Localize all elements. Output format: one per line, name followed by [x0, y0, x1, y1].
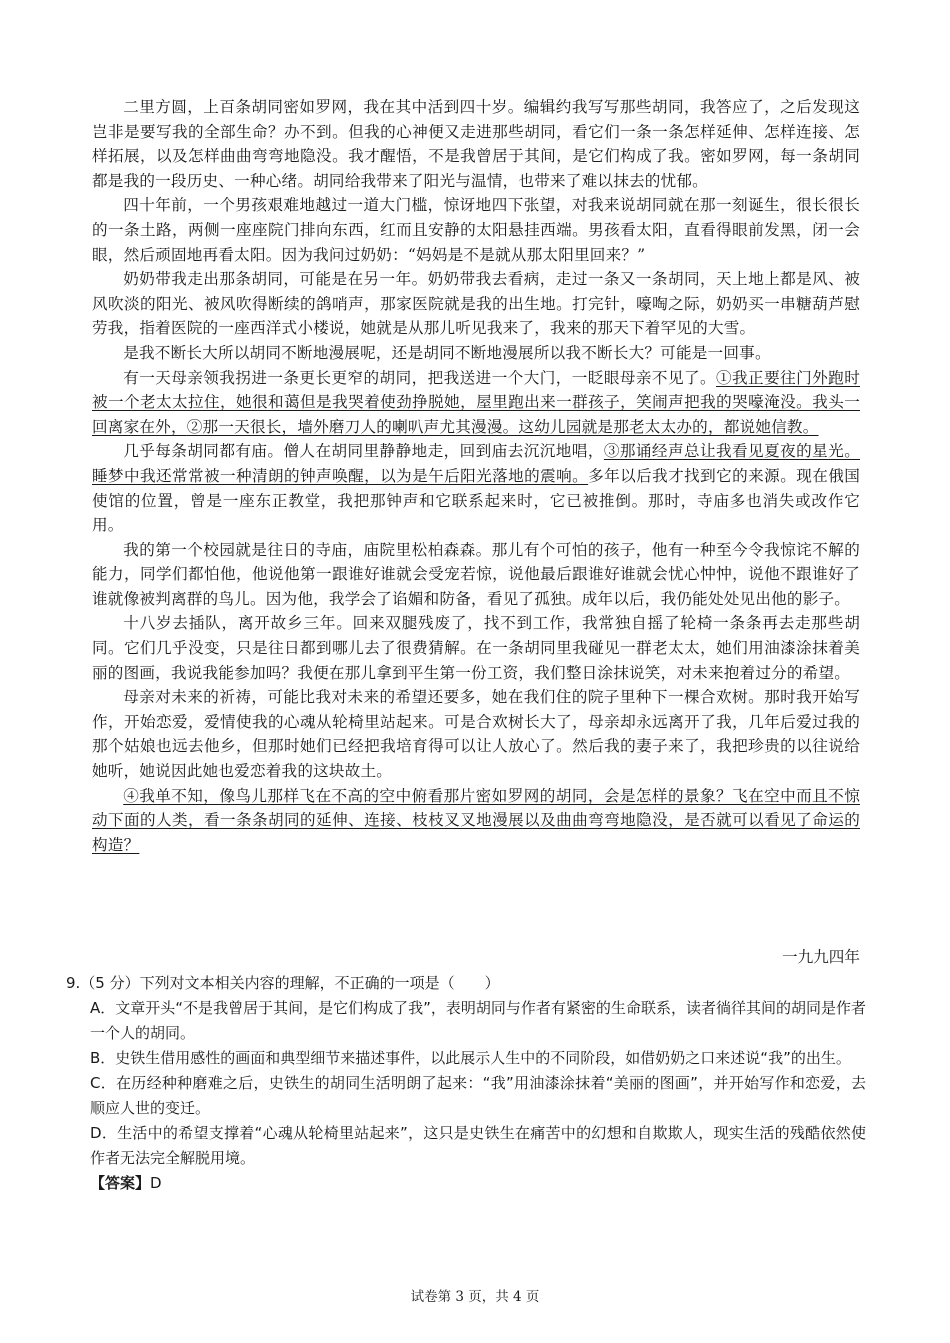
underlined-sentence-1: ①我正要往门外跑时被一个老太太拉住，她很和蔼但是我哭着使劲挣脱她，屋里跑出来一群孩子，笑闹声把我的哭嚎淹没。我头一回离家在外，: [92, 368, 860, 436]
paragraph-6-text-end: 多年以后我才找到它的来源。现在俄国使馆的位置，曾是一座东正教堂，我把那钟声和它联系起来时，它已被推倒。那时，寺庙多也消失或改作它用。: [92, 466, 861, 535]
option-a: A．文章开头“不是我曾居于其间，是它们构成了我”，表明胡同与作者有紧密的生命联系，读者徜徉其间的胡同是作者一个人的胡同。: [90, 999, 866, 1042]
answer-line: [66, 1171, 866, 1196]
paragraph-8: 十八岁去插队，离开故乡三年。回来双腿残废了，找不到工作，我常独自摇了轮椅一条条再去走那些胡同。它们几乎没变，只是往日都到哪儿去了很费猜解。在一条胡同里我碰见一群老太太，她们用油漆涂抹着美丽的图画，我说我能参加吗？我便在那儿拿到平生第一份工资，我们整日涂抹说笑，对未来抱着过分的希望。: [92, 614, 860, 682]
paragraph-6-text: 几乎每条胡同都有庙。僧人在胡同里静静地走，回到庙去沉沉地唱，: [123, 442, 604, 461]
option-d: D．生活中的希望支撑着“心魂从轮椅里站起来”，这只是史铁生在痛苦中的幻想和自欺欺人，现实生活的残酷依然使作者无法完全解脱用境。: [90, 1124, 866, 1167]
underlined-sentence-4: ④我单不知，像鸟儿那样飞在不高的空中俯看那片密如罗网的胡同，会是怎样的景象？飞在空中而且不惊动下面的人类，看一条条胡同的延伸、连接、枝枝叉叉地漫展以及曲曲弯弯地隐没，是否就可以看见了命运的构造？: [92, 786, 860, 854]
paragraph-3: 奶奶带我走出那条胡同，可能是在另一年。奶奶带我去看病，走过一条又一条胡同，天上地上都是风、被风吹淡的阳光、被风吹得断续的鸽哨声，那家医院就是我的出生地。打完针，嚎啕之际，奶奶买一串糖葫芦慰劳我，指着医院的一座西洋式小楼说，她就是从那儿听见我来了，我来的那天下着罕见的大雪。: [92, 270, 860, 338]
paragraph-9: 母亲对未来的祈祷，可能比我对未来的希望还要多，她在我们住的院子里种下一棵合欢树。那时我开始写作，开始恋爱，爱情使我的心魂从轮椅里站起来。可是合欢树长大了，母亲却永远离开了我，几年后爱过我的那个姑娘也远去他乡，但那时她们已经把我培育得可以让人放心了。然后我的妻子来了，我把珍贵的以往说给她听，她说因此她也爱恋着我的这块故土。: [92, 688, 860, 781]
paragraph-5-text: 有一天母亲领我拐进一条更长更窄的胡同，把我送进一个大门，一眨眼母亲不见了。: [123, 368, 717, 387]
option-c: C．在历经种种磨难之后，史铁生的胡同生活明朗了起来：“我”用油漆涂抹着“美丽的图画”，并开始写作和恋爱，去顺应人世的变迁。: [90, 1074, 866, 1117]
paragraph-10: [92, 784, 860, 858]
option-b: B．史铁生借用感性的画面和典型细节来描述事件，以此展示人生中的不同阶段，如借奶奶之口来述说“我”的出生。: [90, 1049, 851, 1067]
paragraph-1: 二里方圆，上百条胡同密如罗网，我在其中活到四十岁。编辑约我写写那些胡同，我答应了，之后发现这岂非是要写我的全部生命？办不到。但我的心神便又走进那些胡同，看它们一条一条怎样延伸、怎样连接、怎样拓展，以及怎样曲曲弯弯地隐没。我才醒悟，不是我曾居于其间，是它们构成了我。密如罗网，每一条胡同都是我的一段历史、一种心绪。胡同给我带来了阳光与温情，也带来了难以抹去的忧郁。: [92, 98, 860, 190]
question-stem: 9.（5 分）下列对文本相关内容的理解，不正确的一项是（ ）: [66, 974, 500, 992]
page-footer: 试卷第 3 页，共 4 页: [410, 1289, 540, 1305]
paragraph-4: 是我不断长大所以胡同不断地漫展呢，还是胡同不断地漫展所以我不断长大？可能是一回事。: [123, 343, 771, 362]
paragraph-7: 我的第一个校园就是往日的寺庙，庙院里松柏森森。那儿有个可怕的孩子，他有一种至今令我惊诧不解的能力，同学们都怕他，他说他第一跟谁好谁就会受宠若惊，说他最后跟谁好谁就会忧心忡忡，说他不跟谁好了谁就像被判离群的鸟儿。因为他，我学会了谄媚和防备，看见了孤独。成年以后，我仍能处处见出他的影子。: [92, 540, 860, 608]
answer-label: 【答案】: [90, 1174, 151, 1192]
article-date: 一九九四年: [782, 948, 860, 966]
paragraph-5: [92, 366, 860, 440]
answer-value: D: [150, 1174, 162, 1192]
paragraph-6: [92, 439, 860, 537]
underlined-sentence-3: ③那诵经声总让我看见夏夜的星光。睡梦中我还常常被一种清朗的钟声唤醒，以为是午后阳光落地的震响。: [92, 442, 860, 485]
reading-passage: [92, 95, 860, 857]
question-9: [66, 971, 866, 1196]
underlined-sentence-2: ②那一天很长，墙外磨刀人的喇叭声尤其漫漫。这幼儿园就是那老太太办的，都说她信教。: [186, 417, 819, 436]
paragraph-2: 四十年前，一个男孩艰难地越过一道大门槛，惊讶地四下张望，对我来说胡同就在那一刻诞生，很长很长的一条土路，两侧一座座院门排向东西，红而且安静的太阳悬挂西端。男孩看太阳，直看得眼前发黑，闭一会眼，然后顽固地再看太阳。因为我问过奶奶：“妈妈是不是就从那太阳里回来？”: [92, 196, 860, 264]
